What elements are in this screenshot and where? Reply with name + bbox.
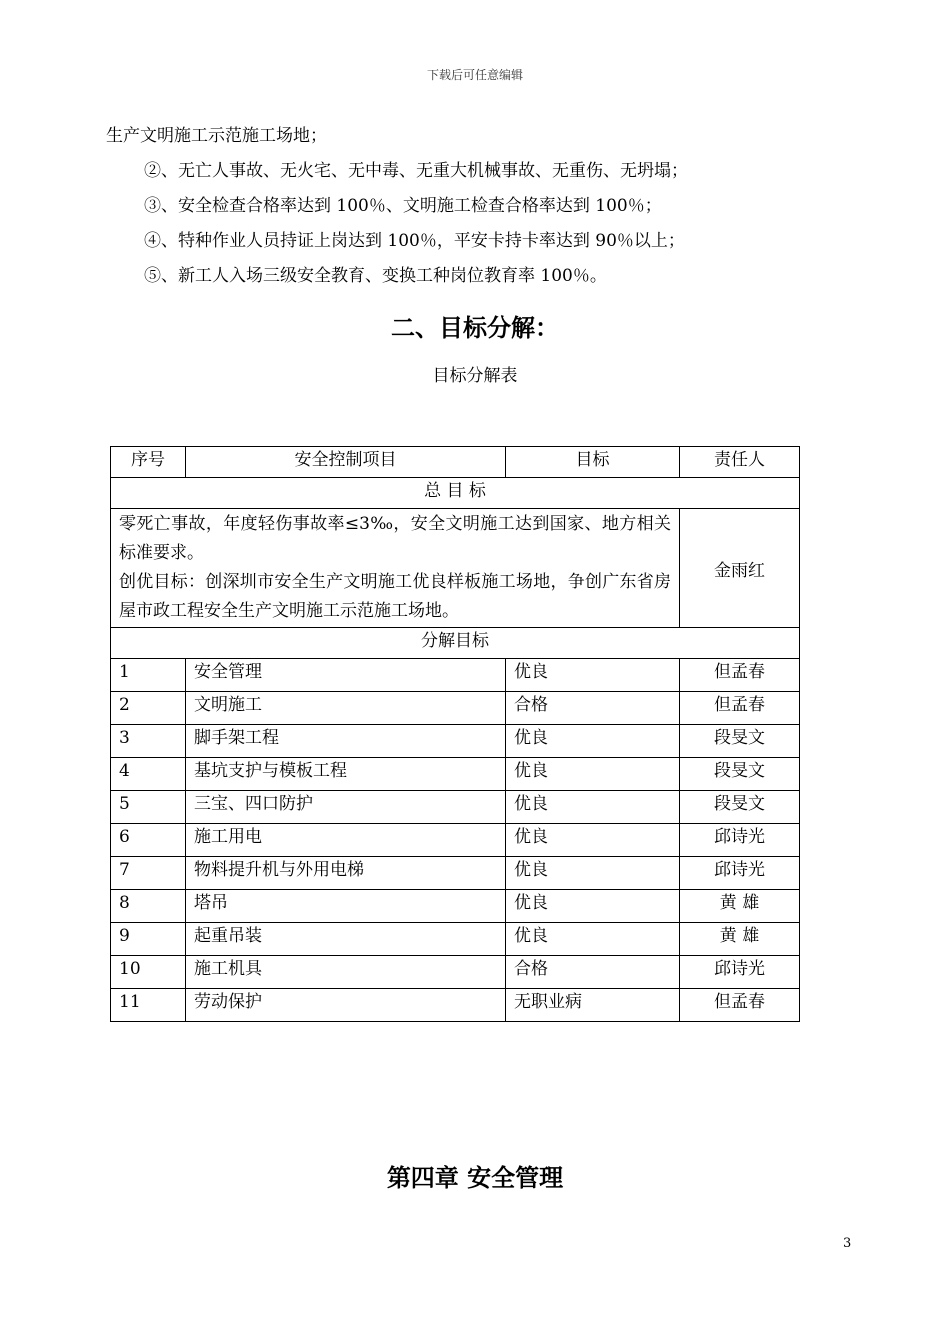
table-header-row: [111, 447, 800, 478]
row-target: 无职业病: [506, 989, 680, 1022]
overall-label-row: [111, 478, 800, 509]
table-row: [111, 923, 800, 956]
row-no: 1: [111, 659, 186, 692]
row-no: 7: [111, 857, 186, 890]
row-item: 施工机具: [186, 956, 506, 989]
row-item: 基坑支护与模板工程: [186, 758, 506, 791]
header-item: 安全控制项目: [186, 447, 506, 478]
goal-breakdown-table: [110, 446, 800, 1022]
row-no: 6: [111, 824, 186, 857]
row-person: 邱诗光: [680, 956, 800, 989]
table-row: [111, 824, 800, 857]
table-row: [111, 758, 800, 791]
row-person: 段旻文: [680, 758, 800, 791]
row-target: 合格: [506, 692, 680, 725]
row-person: 黄 雄: [680, 923, 800, 956]
row-item: 起重吊装: [186, 923, 506, 956]
table-row: [111, 857, 800, 890]
row-person: 邱诗光: [680, 824, 800, 857]
row-target: 优良: [506, 923, 680, 956]
row-item: 文明施工: [186, 692, 506, 725]
breakdown-label: 分解目标: [111, 628, 800, 659]
row-no: 5: [111, 791, 186, 824]
row-no: 11: [111, 989, 186, 1022]
chapter-title: 第四章 安全管理: [386, 1164, 564, 1192]
overall-goal-line: 零死亡事故，年度轻伤事故率≤3‰，安全文明施工达到国家、地方相关标准要求。: [119, 514, 671, 563]
row-person: 邱诗光: [680, 857, 800, 890]
intro-continuation: 生产文明施工示范施工场地；: [106, 126, 327, 146]
overall-person: 金雨红: [680, 509, 800, 628]
row-target: 优良: [506, 824, 680, 857]
row-item: 施工用电: [186, 824, 506, 857]
row-item: 劳动保护: [186, 989, 506, 1022]
target-item: ③、安全检查合格率达到 100％、文明施工检查合格率达到 100％；: [144, 196, 662, 216]
table-row: [111, 890, 800, 923]
row-target: 优良: [506, 791, 680, 824]
row-no: 8: [111, 890, 186, 923]
overall-goal-line: 创优目标：创深圳市安全生产文明施工优良样板施工场地，争创广东省房屋市政工程安全生产文明施工示范施工场地。: [119, 572, 671, 621]
row-no: 9: [111, 923, 186, 956]
row-target: 合格: [506, 956, 680, 989]
table-row: [111, 692, 800, 725]
table-row: [111, 791, 800, 824]
row-no: 4: [111, 758, 186, 791]
section-title: 二、目标分解：: [391, 314, 559, 342]
row-person: 黄 雄: [680, 890, 800, 923]
table-row: [111, 659, 800, 692]
header-no: 序号: [111, 447, 186, 478]
row-person: 但孟春: [680, 989, 800, 1022]
table-caption: 目标分解表: [432, 366, 518, 386]
row-no: 2: [111, 692, 186, 725]
row-item: 塔吊: [186, 890, 506, 923]
overall-goal-cell: [111, 509, 680, 628]
header-target: 目标: [506, 447, 680, 478]
row-target: 优良: [506, 758, 680, 791]
table-row: [111, 956, 800, 989]
row-target: 优良: [506, 890, 680, 923]
row-no: 3: [111, 725, 186, 758]
target-item: ⑤、新工人入场三级安全教育、变换工种岗位教育率 100％。: [144, 266, 607, 286]
header-note: 下载后可任意编辑: [426, 68, 523, 82]
breakdown-label-row: [111, 628, 800, 659]
row-person: 段旻文: [680, 725, 800, 758]
table-row: [111, 989, 800, 1022]
row-person: 但孟春: [680, 659, 800, 692]
target-item: ②、无亡人事故、无火宅、无中毒、无重大机械事故、无重伤、无坍塌；: [144, 161, 688, 181]
header-person: 责任人: [680, 447, 800, 478]
table-row: [111, 725, 800, 758]
row-target: 优良: [506, 857, 680, 890]
row-item: 脚手架工程: [186, 725, 506, 758]
target-item: ④、特种作业人员持证上岗达到 100％，平安卡持卡率达到 90％以上；: [144, 231, 685, 251]
row-target: 优良: [506, 725, 680, 758]
overall-label: 总 目 标: [111, 478, 800, 509]
row-item: 安全管理: [186, 659, 506, 692]
row-item: 物料提升机与外用电梯: [186, 857, 506, 890]
overall-goal-row: [111, 509, 800, 628]
row-person: 但孟春: [680, 692, 800, 725]
page-number: 3: [843, 1236, 852, 1251]
row-item: 三宝、四口防护: [186, 791, 506, 824]
row-no: 10: [111, 956, 186, 989]
row-target: 优良: [506, 659, 680, 692]
row-person: 段旻文: [680, 791, 800, 824]
